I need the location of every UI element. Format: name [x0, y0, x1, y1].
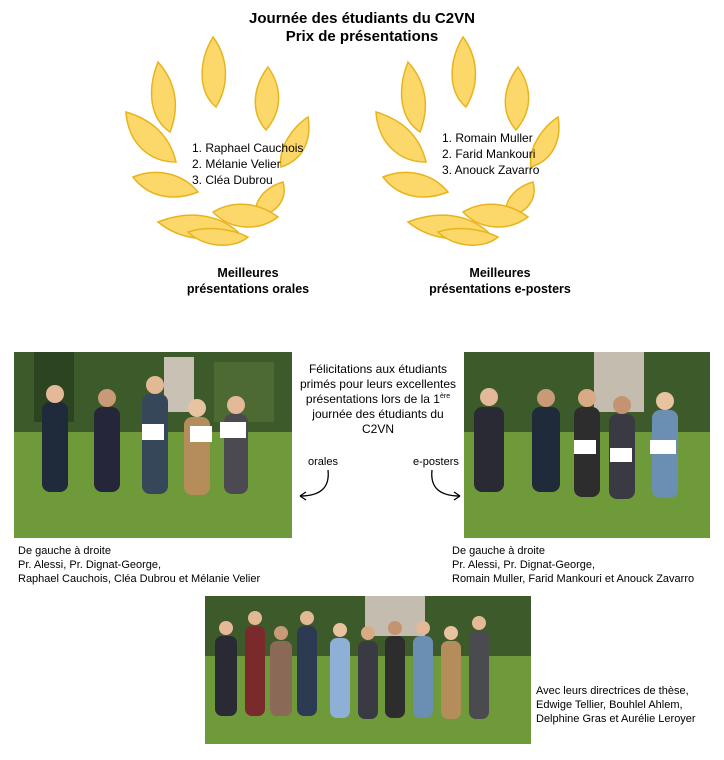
label-e-posters: e-posters [413, 456, 459, 468]
poster-winner-1: 1. Romain Muller [442, 131, 533, 145]
oral-winner-3: 3. Cléa Dubrou [192, 173, 273, 187]
congrats-line-3 [292, 392, 464, 407]
left-caption-line-2: Pr. Alessi, Pr. Dignat-George, [18, 559, 162, 571]
oral-winner-1: 1. Raphael Cauchois [192, 141, 304, 155]
poster-winner-3: 3. Anouck Zavarro [442, 163, 540, 177]
oral-caption-line-2: présentations orales [186, 282, 310, 296]
bottom-caption-line-1: Avec leurs directrices de thèse, [536, 685, 689, 697]
right-caption-line-1: De gauche à droite [452, 545, 545, 557]
left-caption-line-3: Raphael Cauchois, Cléa Dubrou et Mélanie Velier [18, 573, 261, 585]
poster-winners-list [442, 130, 539, 178]
left-photo-caption [18, 544, 260, 586]
curved-arrow-left-icon [292, 466, 336, 504]
oral-caption-line-1: Meilleures [217, 266, 279, 280]
page-title [0, 10, 724, 46]
left-caption-line-1: De gauche à droite [18, 545, 111, 557]
right-caption-line-2: Pr. Alessi, Pr. Dignat-George, [452, 559, 596, 571]
bottom-caption-line-3: Delphine Gras et Aurélie Leroyer [536, 713, 696, 725]
congrats-line-3-text: présentations lors de la 1 [305, 392, 440, 406]
title-line-2: Prix de présentations [285, 28, 439, 45]
oral-winner-2: 2. Mélanie Velier [192, 157, 281, 171]
poster-winner-2: 2. Farid Mankouri [442, 147, 536, 161]
poster-caption-line-1: Meilleures [469, 266, 531, 280]
oral-winners-list [192, 140, 303, 188]
label-orales: orales [308, 456, 338, 468]
oral-caption [168, 265, 328, 297]
right-photo-caption [452, 544, 694, 586]
congrats-line-5: C2VN [361, 422, 394, 436]
congrats-line-4: journée des étudiants du [312, 407, 444, 421]
superscript-ere: ère [439, 393, 451, 400]
congratulations-text [292, 362, 464, 437]
curved-arrow-right-icon [424, 466, 468, 504]
congrats-line-2: primés pour leurs excellentes [299, 377, 457, 391]
bottom-caption-line-2: Edwige Tellier, Bouhlel Ahlem, [536, 699, 683, 711]
bottom-photo-caption [536, 684, 696, 726]
congrats-line-1: Félicitations aux étudiants [308, 362, 448, 376]
group-photo-poster [464, 352, 710, 538]
title-line-1: Journée des étudiants du C2VN [249, 10, 475, 27]
group-photo-oral [14, 352, 292, 538]
poster-caption [410, 265, 590, 297]
group-photo-with-directors [205, 596, 531, 744]
poster-caption-line-2: présentations e-posters [429, 282, 571, 296]
right-caption-line-3: Romain Muller, Farid Mankouri et Anouck Zavarro [452, 573, 695, 585]
